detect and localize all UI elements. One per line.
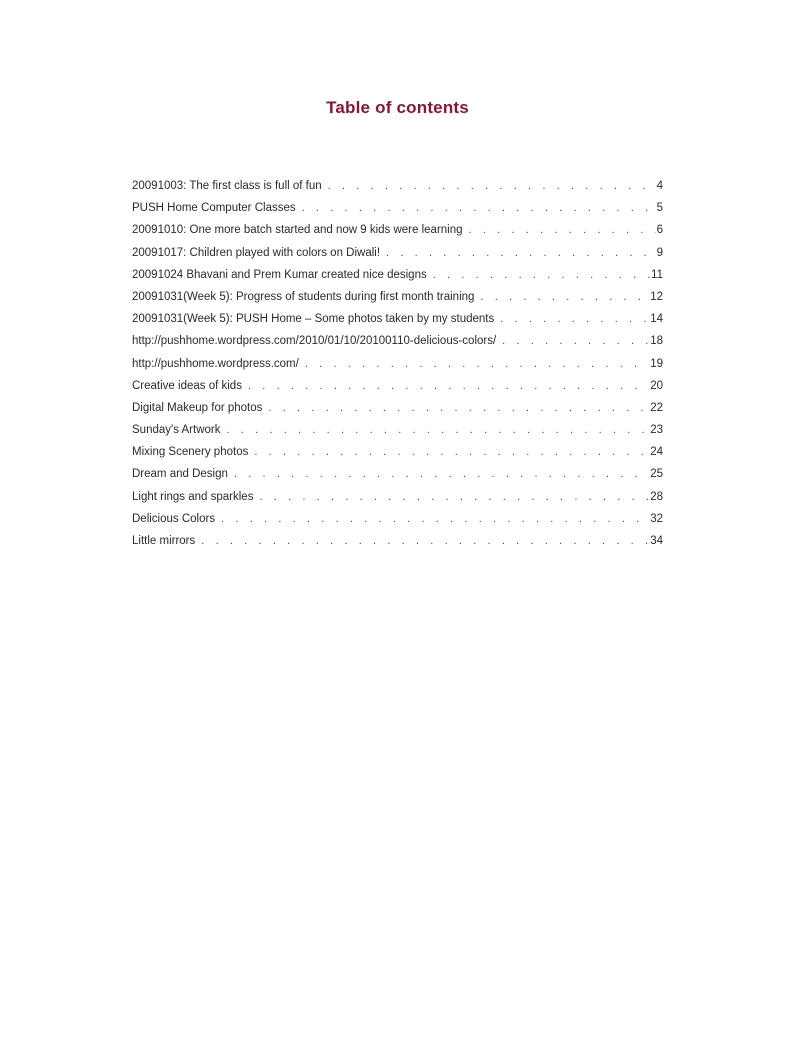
toc-entry[interactable] [132,378,663,400]
toc-entry[interactable] [132,489,663,511]
toc-page-number: 4 [656,180,663,192]
toc-dot-leader [500,311,649,328]
toc-page-number: 34 [650,535,663,547]
toc-entry[interactable] [132,289,663,311]
toc-page-number: 23 [650,424,663,437]
toc-entry-title: 20091017: Children played with colors on Diwali! [132,246,381,259]
toc-dot-leader [502,333,649,350]
toc-entry-title: Little mirrors [132,535,196,547]
toc-page-number: 18 [650,335,663,348]
toc-page-number: 22 [650,401,663,414]
toc-dot-leader [259,489,649,506]
toc-entry[interactable] [132,356,663,378]
toc-dot-leader [469,222,656,239]
toc-page-number: 20 [650,379,663,392]
toc-dot-leader [254,444,649,461]
toc-page-number: 24 [650,446,663,459]
toc-dot-leader [248,378,649,395]
toc-page-number: 14 [650,313,663,326]
toc-entry-title: Light rings and sparkles [132,490,254,503]
toc-dot-leader [221,511,649,528]
toc-dot-leader [234,466,649,483]
toc-entry-title: 20091031(Week 5): PUSH Home – Some photos taken by my students [132,313,495,326]
toc-entry-title: Delicious Colors [132,512,216,525]
toc-dot-leader [305,356,649,373]
toc-entry[interactable] [132,400,663,422]
toc-page-number: 12 [650,290,663,303]
toc-entry-title: Creative ideas of kids [132,379,242,392]
toc-entry-title: http://pushhome.wordpress.com/ [132,357,299,370]
toc-page-number: 19 [650,357,663,370]
toc-entry-title: Dream and Design [132,468,228,481]
toc-list [132,178,663,555]
toc-dot-leader [386,245,656,262]
toc-entry[interactable] [132,444,663,466]
toc-entry-title: http://pushhome.wordpress.com/2010/01/10/20100110-delicious-colors/ [132,335,497,348]
toc-dot-leader [268,400,649,417]
toc-entry-title: 20091024 Bhavani and Prem Kumar created nice designs [132,268,427,281]
toc-entry[interactable] [132,222,663,244]
toc-entry-title: PUSH Home Computer Classes [132,202,296,215]
toc-page-number: 32 [650,512,663,525]
toc-entry-title: Mixing Scenery photos [132,446,249,459]
toc-page-number: 5 [656,202,663,215]
toc-heading: Table of contents [326,98,469,117]
toc-entry-title: Sunday's Artwork [132,424,221,437]
toc-entry-title: 20091010: One more batch started and now 9 kids were learning [132,224,463,237]
toc-dot-leader [433,267,650,284]
toc-dot-leader [201,533,649,550]
toc-entry[interactable] [132,178,663,200]
toc-entry[interactable] [132,200,663,222]
toc-entry[interactable] [132,466,663,488]
toc-entry-title: 20091031(Week 5): Progress of students during first month training [132,290,475,303]
toc-entry[interactable] [132,422,663,444]
toc-page-number: 25 [650,468,663,481]
toc-entry-title: 20091003: The first class is full of fun [132,180,322,192]
toc-dot-leader [328,178,656,195]
toc-entry[interactable] [132,511,663,533]
toc-entry[interactable] [132,267,663,289]
toc-page-number: 6 [656,224,663,237]
toc-page-number: 11 [651,268,663,281]
toc-entry[interactable] [132,245,663,267]
toc-page-number: 9 [656,246,663,259]
toc-dot-leader [302,200,656,217]
toc-entry-title: Digital Makeup for photos [132,401,263,414]
toc-page-number: 28 [650,490,663,503]
toc-entry[interactable] [132,311,663,333]
toc-dot-leader [227,422,650,439]
toc-entry[interactable] [132,533,663,555]
toc-dot-leader [480,289,649,306]
toc-entry[interactable] [132,333,663,355]
